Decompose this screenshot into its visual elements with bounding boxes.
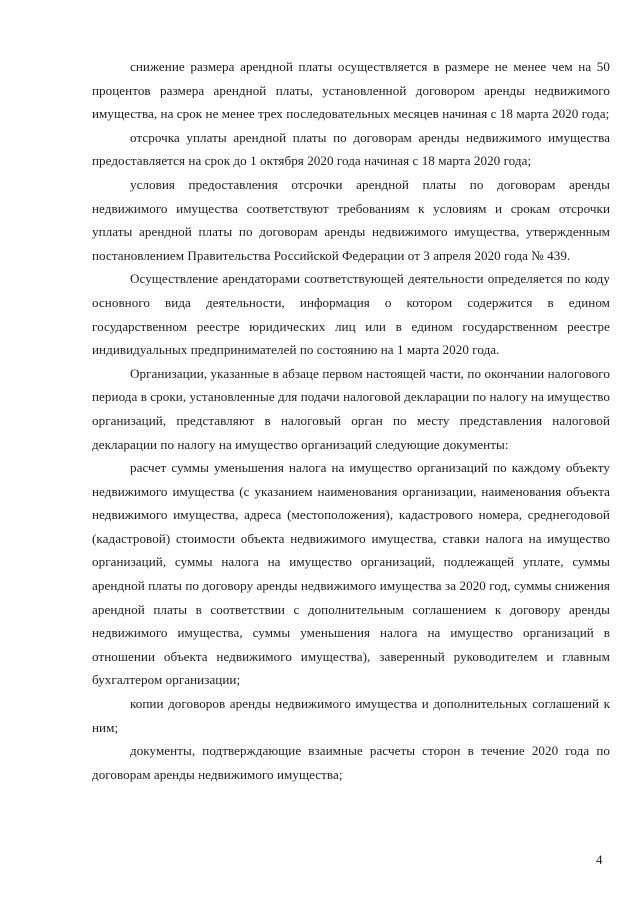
page-number: 4 <box>596 852 603 867</box>
paragraph-deferral-conditions: условия предоставления отсрочки арендной платы по договорам аренды недвижимого имущества соответствуют требованиям к условиям и срокам отсрочки уплаты арендной платы по договорам аренды недвижимого имущества, утвержденным постановлением Правительства Российской Федерации от 3 апреля 2020 года № 439. <box>92 176 610 263</box>
paragraph-lease-copies: копии договоров аренды недвижимого имущества и дополнительных соглашений к ним; <box>92 696 610 735</box>
paragraph-rent-deferral: отсрочка уплаты арендной платы по договорам аренды недвижимого имущества предоставляется на срок до 1 октября 2020 года начиная с 18 марта 2020 года; <box>92 129 610 169</box>
paragraph-tax-reduction-calculation: расчет суммы уменьшения налога на имущество организаций по каждому объекту недвижимого имущества (с указанием наименования организации, наименования объекта недвижимого имущества, адреса (местоположения), кадастрового номера, среднегодовой (кадастровой) стоимости объекта недвижимого имущества, ставки налога на имущество организаций, суммы налога на имущество организаций, подлежащей уплате, суммы арендной платы по договору аренды недвижимого имущества за 2020 год, суммы снижения арендной платы в соответствии с дополнительным соглашением к договору аренды недвижимого имущества, суммы уменьшения налога на имущество организаций в отношении объекта недвижимого имущества), заверенный руководителем и главным бухгалтером организации; <box>92 460 610 688</box>
document-body <box>92 55 610 786</box>
paragraph-organizations-documents: Организации, указанные в абзаце первом настоящей части, по окончании налогового периода в сроки, установленные для подачи налоговой декларации по налогу на имущество организаций, представляют в налоговый орган по месту представления налоговой декларации по налогу на имущество организаций следующие документы: <box>92 365 610 452</box>
paragraph-settlement-documents: документы, подтверждающие взаимные расчеты сторон в течение 2020 года по договорам аренды недвижимого имущества; <box>92 743 610 782</box>
paragraph-rent-reduction: снижение размера арендной платы осуществляется в размере не менее чем на 50 процентов размера арендной платы, установленной договором аренды недвижимого имущества, на срок не менее трех последовательных месяцев начиная с 18 марта 2020 года; <box>92 59 610 122</box>
paragraph-activity-code: Осуществление арендаторами соответствующей деятельности определяется по коду основного вида деятельности, информация о котором содержится в едином государственном реестре юридических лиц или в едином государственном реестре индивидуальных предпринимателей по состоянию на 1 марта 2020 года. <box>92 271 610 358</box>
